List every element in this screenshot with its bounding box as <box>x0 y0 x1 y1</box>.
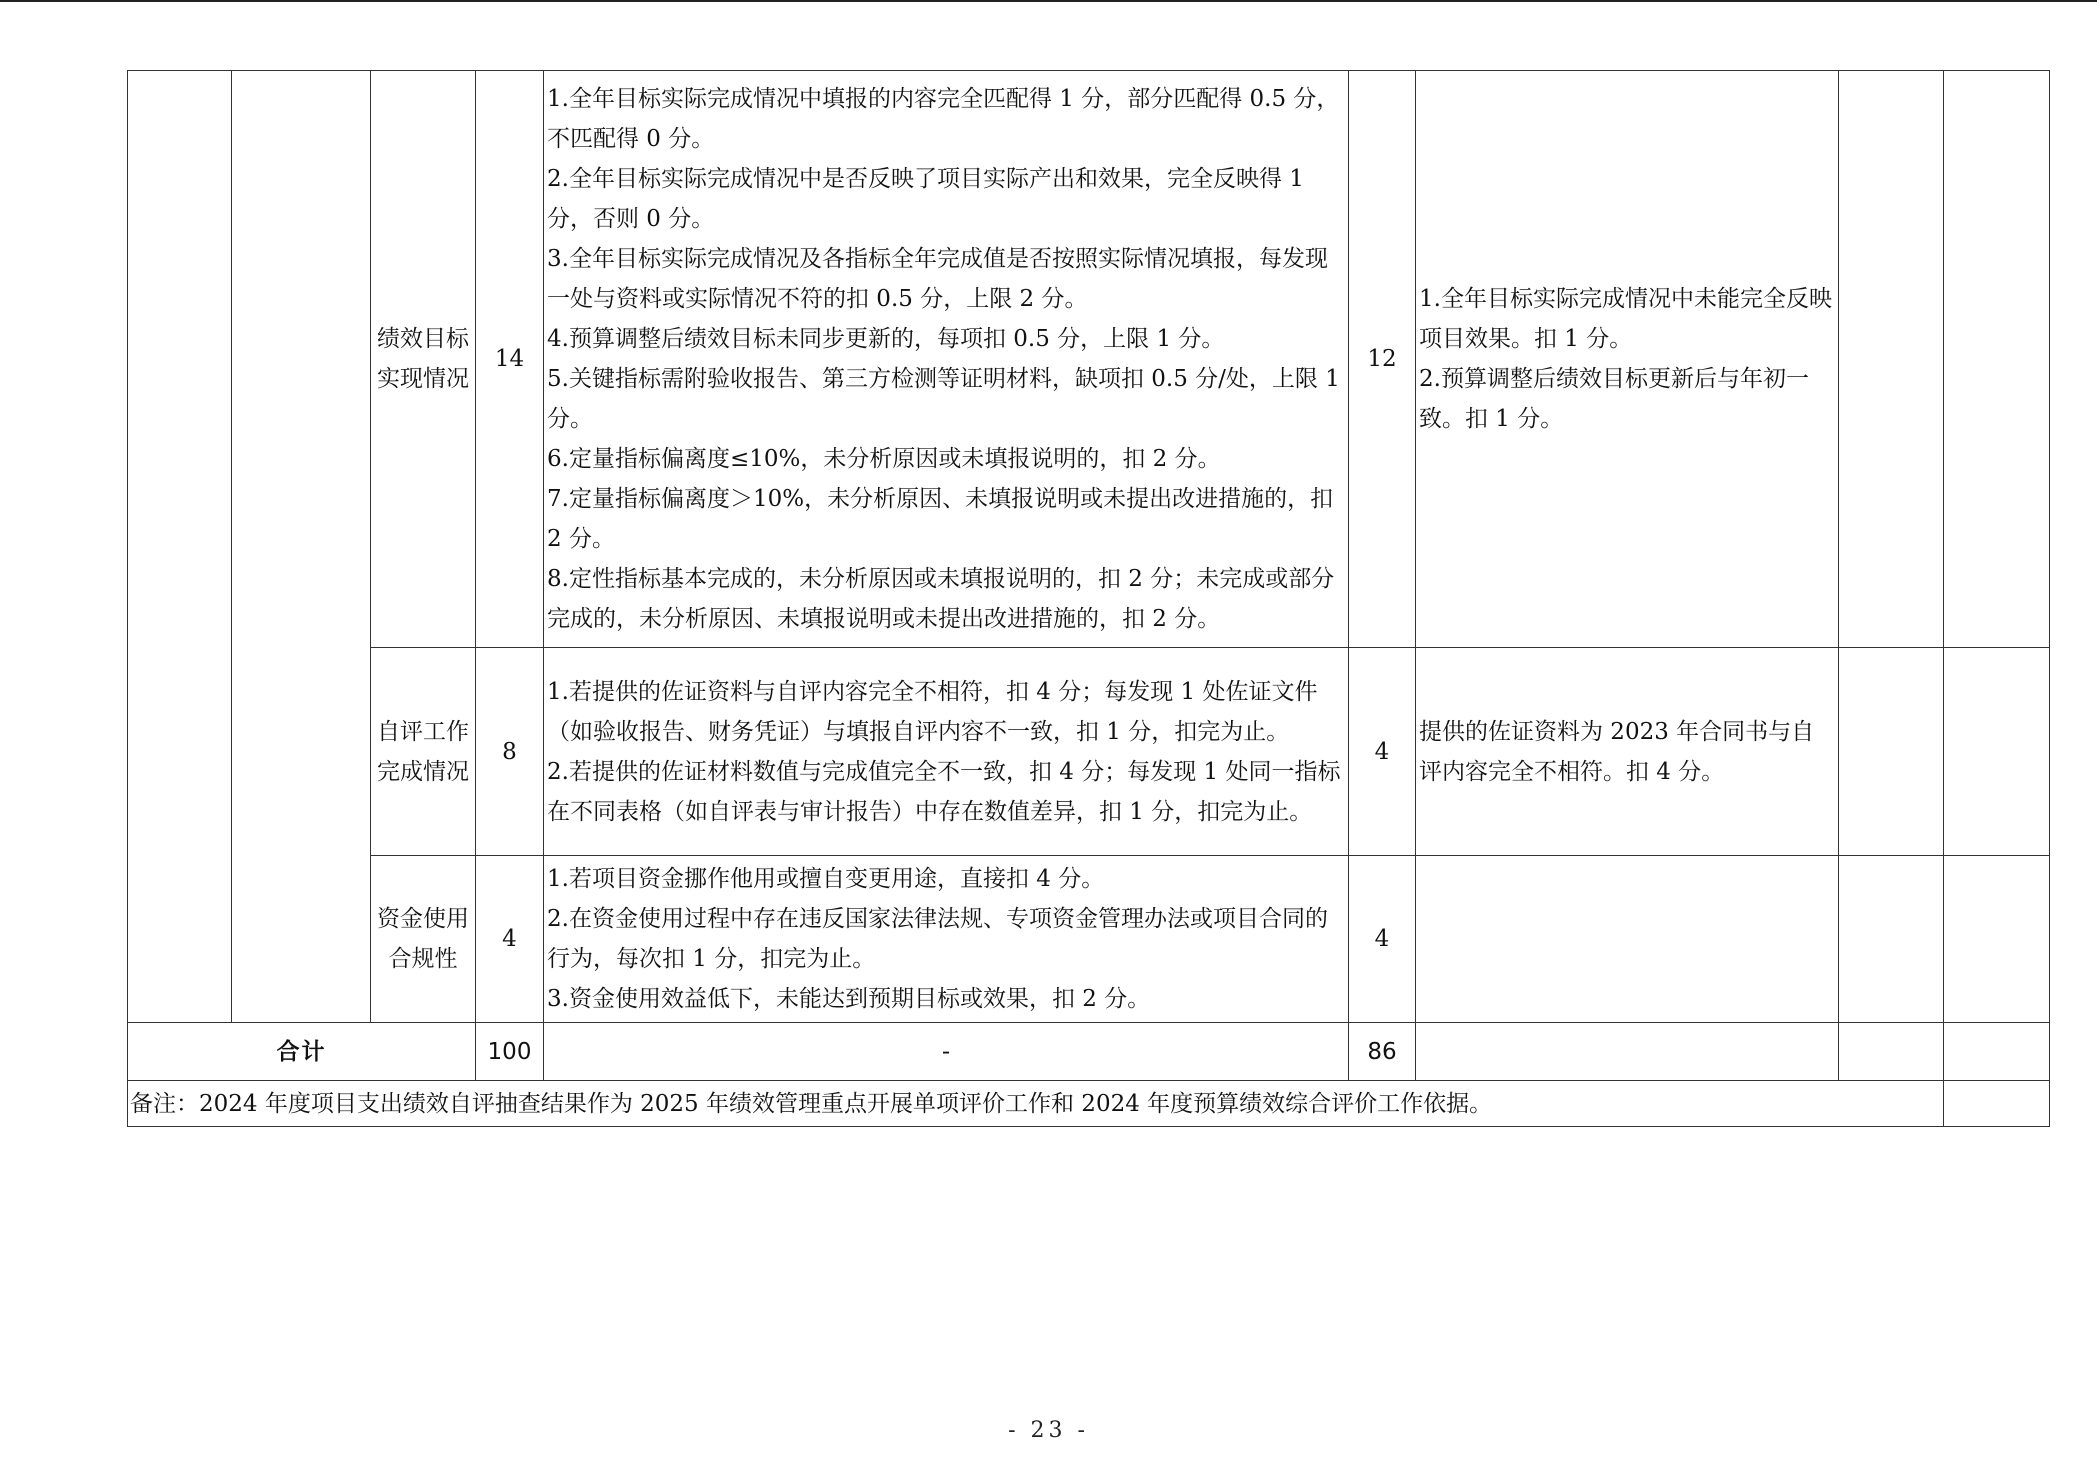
criteria-item: 1.若项目资金挪作他用或擅自变更用途，直接扣 4 分。 <box>547 866 1105 892</box>
deduction-item: 2.预算调整后绩效目标更新后与年初一致。扣 1 分。 <box>1419 366 1809 432</box>
indicator-label-line: 完成情况 <box>377 758 469 785</box>
indicator-label-line: 资金使用 <box>377 906 469 932</box>
criteria-cell <box>544 856 1349 1023</box>
indicator-label-line: 绩效目标 <box>377 326 469 352</box>
extra-cell <box>1839 71 1944 648</box>
extra-cell <box>1944 648 2050 856</box>
indicator-label-line: 合规性 <box>388 946 458 972</box>
criteria-item: 6.定量指标偏离度≤10%，未分析原因或未填报说明的，扣 2 分。 <box>547 446 1221 472</box>
total-label: 合计 <box>128 1023 476 1081</box>
total-score: 86 <box>1349 1023 1416 1081</box>
top-rule <box>0 0 2097 2</box>
criteria-item: 3.资金使用效益低下，未能达到预期目标或效果，扣 2 分。 <box>547 986 1151 1012</box>
criteria-item: 3.全年目标实际完成情况及各指标全年完成值是否按照实际情况填报，每发现一处与资料或实际情况不符的扣 0.5 分，上限 2 分。 <box>547 246 1328 312</box>
extra-cell <box>1944 71 2050 648</box>
criteria-item: 2.在资金使用过程中存在违反国家法律法规、专项资金管理办法或项目合同的行为，每次扣 1 分，扣完为止。 <box>547 906 1328 972</box>
extra-cell <box>1839 1023 1944 1081</box>
criteria-item: 2.全年目标实际完成情况中是否反映了项目实际产出和效果，完全反映得 1 分，否则 0 分。 <box>547 166 1312 232</box>
indicator-label-line: 实现情况 <box>377 366 469 392</box>
criteria-cell <box>544 648 1349 856</box>
extra-cell <box>1944 1081 2050 1127</box>
table-row <box>128 71 2050 648</box>
criteria-item: 2.若提供的佐证材料数值与完成值完全不一致，扣 4 分；每发现 1 处同一指标在不同表格（如自评表与审计报告）中存在数值差异，扣 1 分，扣完为止。 <box>547 758 1341 825</box>
evaluation-table <box>127 70 2050 1127</box>
total-criteria-dash: - <box>544 1023 1349 1081</box>
criteria-item: 5.关键指标需附验收报告、第三方检测等证明材料，缺项扣 0.5 分/处，上限 1 分。 <box>547 366 1348 432</box>
criteria-item: 8.定性指标基本完成的，未分析原因或未填报说明的，扣 2 分；未完成或部分完成的，未分析原因、未填报说明或未提出改进措施的，扣 2 分。 <box>547 566 1335 632</box>
extra-cell <box>1944 1023 2050 1081</box>
category-cell-level1 <box>128 71 232 1023</box>
criteria-item: 4.预算调整后绩效目标未同步更新的，每项扣 0.5 分，上限 1 分。 <box>547 326 1225 352</box>
deduction-cell <box>1416 71 1839 648</box>
score-cell: 4 <box>1349 648 1416 856</box>
deduction-item: 1.全年目标实际完成情况中未能完全反映项目效果。扣 1 分。 <box>1419 286 1832 352</box>
extra-cell <box>1944 856 2050 1023</box>
score-cell: 12 <box>1349 71 1416 648</box>
criteria-cell <box>544 71 1349 648</box>
score-cell: 4 <box>1349 856 1416 1023</box>
deduction-item: 提供的佐证资料为 2023 年合同书与自评内容完全不相符。扣 4 分。 <box>1419 718 1815 785</box>
note-text: 备注：2024 年度项目支出绩效自评抽查结果作为 2025 年绩效管理重点开展单项评价工作和 2024 年度预算绩效综合评价工作依据。 <box>128 1081 1944 1127</box>
page-number: - 23 - <box>1008 1418 1089 1443</box>
criteria-item: 1.若提供的佐证资料与自评内容完全不相符，扣 4 分；每发现 1 处佐证文件（如验收报告、财务凭证）与填报自评内容不一致，扣 1 分，扣完为止。 <box>547 678 1318 745</box>
deduction-cell <box>1416 648 1839 856</box>
weight-cell: 4 <box>476 856 544 1023</box>
indicator-cell <box>371 648 476 856</box>
table-row <box>128 648 2050 856</box>
note-row <box>128 1081 2050 1127</box>
total-row <box>128 1023 2050 1081</box>
weight-cell: 8 <box>476 648 544 856</box>
indicator-cell <box>371 71 476 648</box>
criteria-item: 1.全年目标实际完成情况中填报的内容完全匹配得 1 分，部分匹配得 0.5 分，不匹配得 0 分。 <box>547 86 1340 152</box>
deduction-cell <box>1416 856 1839 1023</box>
indicator-label-line: 自评工作 <box>377 718 469 745</box>
category-cell-level2 <box>232 71 371 1023</box>
table-row <box>128 856 2050 1023</box>
indicator-cell <box>371 856 476 1023</box>
criteria-item: 7.定量指标偏离度＞10%，未分析原因、未填报说明或未提出改进措施的，扣 2 分。 <box>547 486 1341 552</box>
extra-cell <box>1839 856 1944 1023</box>
total-deduction-cell <box>1416 1023 1839 1081</box>
total-weight: 100 <box>476 1023 544 1081</box>
weight-cell: 14 <box>476 71 544 648</box>
extra-cell <box>1839 648 1944 856</box>
